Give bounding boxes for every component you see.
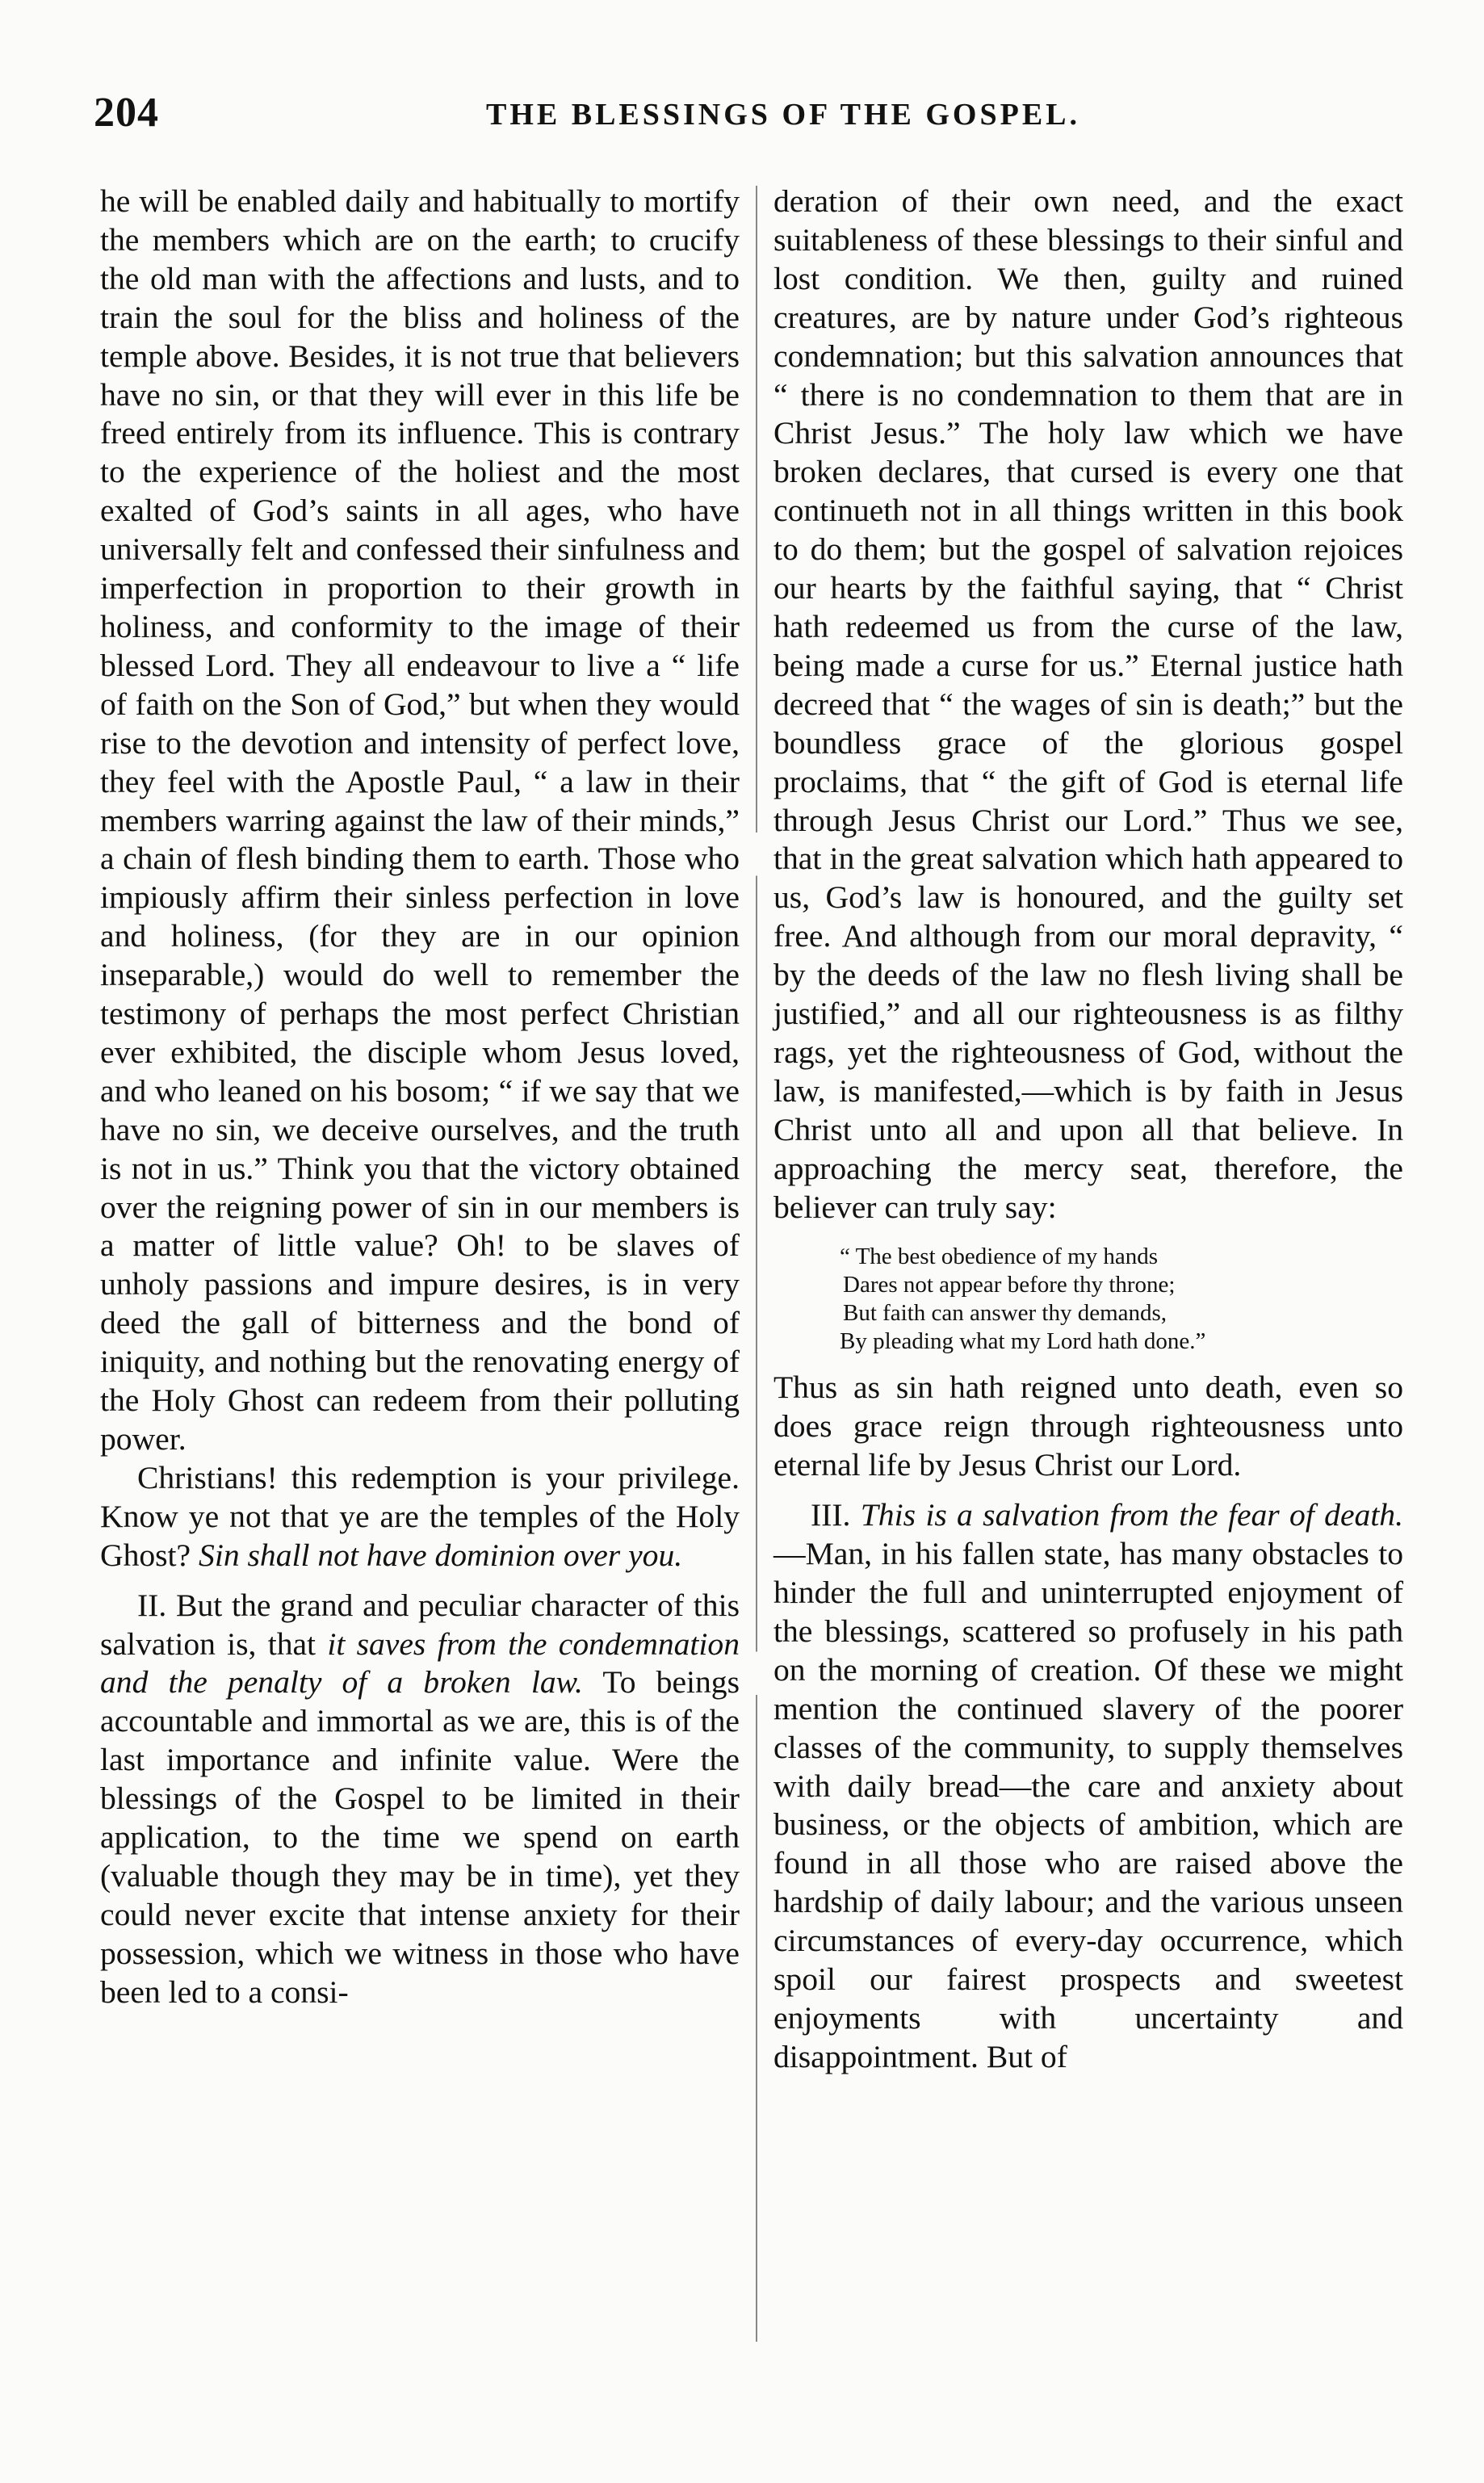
running-title: THE BLESSINGS OF THE GOSPEL. <box>485 98 1081 132</box>
right-paragraph-3-rest: —Man, in his fallen state, has many obstacles to hinder the full and uninterrupted enjoyment of the blessings, scattered so profusely in his path on the morning of creation. Of these we might mention the continued slavery of the poorer classes of the community, to supply themselves with daily bread—the care and anxiety about business, or the objects of ambition, which are found in all those who are raised above the hardship of daily labour; and the various unseen circumstances of every-day occurrence, which spoil our fairest prospects and sweetest enjoyments with uncertainty and disappointment. But of <box>773 1536 1403 2074</box>
left-column <box>100 182 740 2012</box>
right-column <box>773 182 1403 2077</box>
right-paragraph-3-italic: This is a salvation from the fear of death. <box>860 1497 1403 1533</box>
right-paragraph-1: deration of their own need, and the exact suitableness of these blessings to their sinful and lost condition. We then, guilty and ruined creatures, are by nature under God’s righteous condemnation; but this salvation announces that “ there is no condemnation to them that are in Christ Jesus.” The holy law which we have broken declares, that cursed is every one that continueth not in all things written in this book to do them; but the gospel of salvation rejoices our hearts by the faithful saying, that “ Christ hath redeemed us from the curse of the law, being made a curse for us.” Eternal justice hath decreed that “ the wages of sin is death;” but the boundless grace of the glorious gospel proclaims, that “ the gift of God is eternal life through Jesus Christ our Lord.” Thus we see, that in the great salvation which hath appeared to us, God’s law is honoured, and the guilty set free. And although from our moral depravity, “ by the deeds of the law no flesh living shall be justified,” and all our righteousness is as filthy rags, yet the righteousness of God, without the law, is manifested,—which is by faith in Jesus Christ unto all and upon all that believe. In approaching the mercy seat, therefore, the believer can truly say: <box>773 183 1403 1225</box>
right-paragraph-3 <box>773 1496 1403 2077</box>
left-paragraph-3-rest: To beings accountable and immortal as we are, this is of the last importance and infinite value. Were the blessings of the Gospel to be limited in their application, to the time we spend on earth (valuable though they may be in time), yet they could never excite that intense anxiety for their possession, which we witness in those who have been led to a consi- <box>100 1664 740 2010</box>
right-paragraph-2: Thus as sin hath reigned unto death, even so does grace reign through righteousness unto eternal life by Jesus Christ our Lord. <box>773 1369 1403 1483</box>
page-number: 204 <box>94 90 159 136</box>
hymn-line-1: “ The best obedience of my hands <box>840 1244 1159 1270</box>
column-divider <box>756 186 757 2342</box>
right-paragraph-3-start: III. <box>811 1497 851 1533</box>
left-paragraph-2-text: Christians! this redemption is your privilege. Know ye not that ye are the temples of the Holy Ghost? <box>100 1459 740 1573</box>
left-paragraph-2-italic: Sin shall not have dominion over you. <box>199 1537 683 1573</box>
left-paragraph-2 <box>100 1459 740 1575</box>
left-paragraph-3-italic: it saves from the condemnation and the penalty of a broken law. <box>100 1625 740 1701</box>
hymn-line-2: Dares not appear before thy throne; <box>843 1272 1176 1298</box>
hymn-line-3: But faith can answer thy demands, <box>843 1300 1167 1327</box>
left-paragraph-3 <box>100 1587 740 2012</box>
left-paragraph-3-start: II. But the grand and peculiar character of this salvation is, that <box>100 1587 740 1662</box>
left-paragraph-1: he will be enabled daily and habitually to mortify the members which are on the earth; to crucify the old man with the affections and lusts, and to train the soul for the bliss and holiness of the temple above. Besides, it is not true that believers have no sin, or that they will ever in this life be freed entirely from its influence. This is contrary to the experience of the holiest and the most exalted of God’s saints in all ages, who have universally felt and confessed their sinfulness and imperfection in proportion to their growth in holiness, and conformity to the image of their blessed Lord. They all endeavour to live a “ life of faith on the Son of God,” but when they would rise to the devotion and intensity of perfect love, they feel with the Apostle Paul, “ a law in their members warring against the law of their minds,” a chain of flesh binding them to earth. Those who impiously affirm their sinless perfection in love and holiness, (for they are in our opinion inseparable,) would do well to remember the testimony of perhaps the most perfect Christian ever exhibited, the disciple whom Jesus loved, and who leaned on his bosom; “ if we say that we have no sin, we deceive ourselves, and the truth is not in us.” Think you that the victory obtained over the reigning power of sin in our members is a matter of little value? Oh! to be slaves of unholy passions and impure desires, is in very deed the gall of bitterness and the bond of iniquity, and nothing but the renovating energy of the Holy Ghost can redeem from their polluting power. <box>100 183 740 1457</box>
hymn-quotation <box>840 1243 1403 1356</box>
hymn-line-4: By pleading what my Lord hath done.” <box>840 1328 1206 1355</box>
